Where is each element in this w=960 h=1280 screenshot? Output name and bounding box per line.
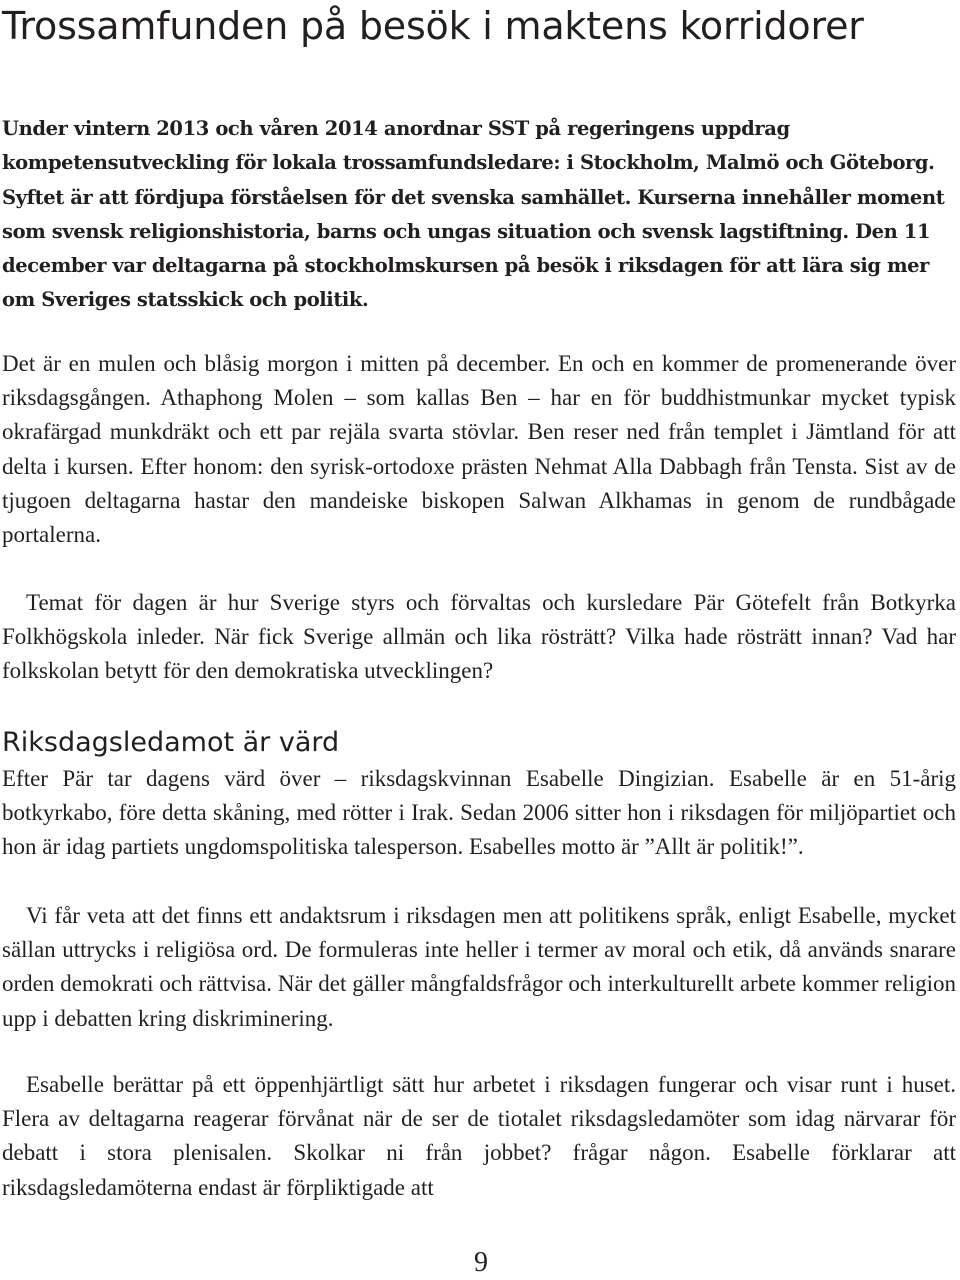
body-paragraph: Temat för dagen är hur Sverige styrs och förvaltas och kursledare Pär Götefelt från Botkyrka Folkhögskola inleder. När fick Sverige allmän och lika rösträtt? Vilka hade rösträtt innan? Vad har folkskolan betytt för den demokratiska utvecklingen?: [2, 590, 956, 684]
article-title: Trossamfunden på besök i maktens korridorer: [2, 4, 864, 48]
body-paragraph: Efter Pär tar dagens värd över – riksdagskvinnan Esabelle Dingizian. Esabelle är en 51-årig botkyrkabo, före detta skåning, med rötter i Irak. Sedan 2006 sitter hon i riksdagen för miljöpartiet och hon är idag partiets ungdomspolitiska talesperson. Esabelles motto är ”Allt är politik!”.: [2, 766, 956, 860]
section-heading: Riksdagsledamot är värd: [2, 727, 340, 758]
body-paragraph: Esabelle berättar på ett öppenhjärtligt sätt hur arbetet i riksdagen fungerar och visar runt i huset. Flera av deltagarna reagerar förvånat när de ser de tiotalet riksdagsledamöter som idag närvarar för debatt i stora plenisalen. Skolkar ni från jobbet? frågar någon. Esabelle förklarar att riksdagsledamöterna endast är förpliktigade att: [2, 1072, 956, 1200]
article-lead: Under vintern 2013 och våren 2014 anordnar SST på regeringens uppdrag kompetensutveckling för lokala trossamfundsledare: i Stockholm, Malmö och Göteborg. Syftet är att fördjupa förståelsen för det svenska samhället. Kurserna innehåller moment som svensk religionshistoria, barns och ungas situation och svensk lagstiftning. Den 11 december var deltagarna på stockholmskursen på besök i riksdagen för att lära sig mer om Sveriges statsskick och politik.: [2, 117, 945, 312]
page-number: 9: [474, 1247, 488, 1278]
body-paragraph: Det är en mulen och blåsig morgon i mitten på december. En och en kommer de promenerande över riksdagsgången. Athaphong Molen – som kallas Ben – har en för buddhistmunkar mycket typisk okrafärgad munkdräkt och ett par rejäla svarta stövlar. Ben reser ned från templet i Jämtland för att delta i kursen. Efter honom: den syrisk-ortodoxe prästen Nehmat Alla Dabbagh från Tensta. Sist av de tjugoen deltagarna hastar den mandeiske biskopen Salwan Alkhamas in genom de rundbågade portalerna.: [2, 351, 956, 548]
body-paragraph: Vi får veta att det finns ett andaktsrum i riksdagen men att politikens språk, enligt Esabelle, mycket sällan uttrycks i religiösa ord. De formuleras inte heller i termer av moral och etik, då används snarare orden demokrati och rättvisa. När det gäller mångfaldsfrågor och interkulturellt arbete kommer religion upp i debatten kring diskriminering.: [2, 903, 956, 1031]
